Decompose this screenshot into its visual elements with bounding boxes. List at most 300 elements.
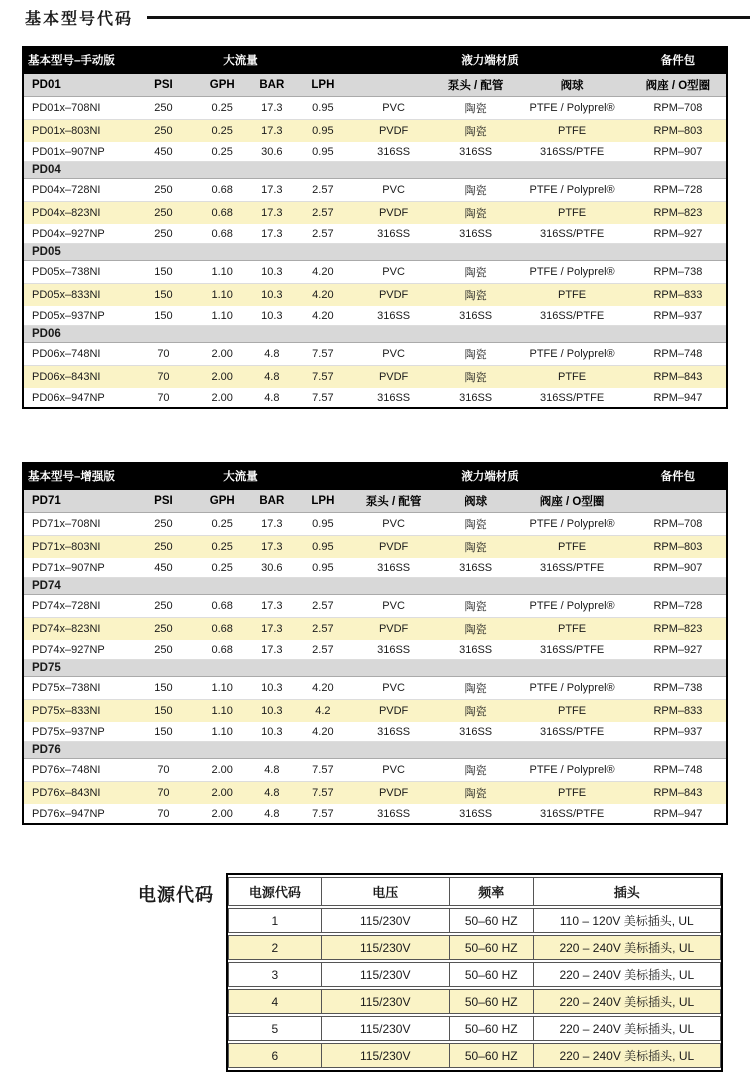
cell: 70 (131, 366, 196, 389)
power-cell: 115/230V (322, 935, 450, 960)
group-header-cell: 液力端材质 (350, 463, 629, 489)
table-row (23, 307, 727, 326)
cell: RPM–803 (630, 536, 727, 559)
cell: 7.57 (295, 782, 350, 805)
power-header-cell: 电压 (322, 877, 450, 906)
cell: 316SS (437, 641, 514, 660)
table-row (23, 143, 727, 162)
power-row (228, 935, 721, 960)
cell: 0.95 (295, 120, 350, 143)
cell: 陶瓷 (437, 366, 514, 389)
model-cell: PD01x–803NI (23, 120, 131, 143)
cell: RPM–937 (630, 307, 727, 326)
power-cell: 115/230V (322, 962, 450, 987)
table-row (23, 723, 727, 742)
table-row (23, 120, 727, 143)
section-label: PD74 (23, 578, 727, 595)
cell: 0.25 (196, 513, 248, 536)
cell: 17.3 (248, 595, 295, 618)
cell: 316SS (437, 389, 514, 409)
cell: 1.10 (196, 677, 248, 700)
model-cell: PD76x–843NI (23, 782, 131, 805)
table-row (23, 559, 727, 578)
table-row (23, 759, 727, 782)
column-header-cell: LPH (295, 489, 350, 513)
power-row (228, 1016, 721, 1041)
cell: PVDF (350, 202, 437, 225)
model-cell: PD01x–907NP (23, 143, 131, 162)
cell: 陶瓷 (437, 202, 514, 225)
cell: RPM–927 (630, 225, 727, 244)
cell: PTFE / Polyprel® (514, 595, 629, 618)
cell: 316SS (350, 559, 437, 578)
cell: RPM–823 (630, 202, 727, 225)
cell: 316SS (350, 805, 437, 825)
power-cell: 50–60 HZ (450, 989, 534, 1014)
cell: PTFE (514, 782, 629, 805)
cell: 0.68 (196, 225, 248, 244)
cell: RPM–728 (630, 179, 727, 202)
power-row (228, 962, 721, 987)
section-label: PD76 (23, 742, 727, 759)
power-codes-table (226, 873, 723, 1072)
section-label: PD06 (23, 326, 727, 343)
power-header-row (228, 877, 721, 906)
model-cell: PD74x–927NP (23, 641, 131, 660)
cell: 2.00 (196, 343, 248, 366)
cell: PVC (350, 343, 437, 366)
cell: 250 (131, 120, 196, 143)
cell: 0.25 (196, 143, 248, 162)
section-row (23, 742, 727, 759)
cell: 10.3 (248, 284, 295, 307)
cell: 250 (131, 618, 196, 641)
cell: 0.95 (295, 97, 350, 120)
cell: 250 (131, 179, 196, 202)
table-row (23, 261, 727, 284)
cell: PVC (350, 513, 437, 536)
cell: 7.57 (295, 805, 350, 825)
cell: 陶瓷 (437, 536, 514, 559)
cell: 陶瓷 (437, 120, 514, 143)
cell: PVC (350, 97, 437, 120)
table-row (23, 782, 727, 805)
group-header-cell: 基本型号–手动版 (23, 47, 131, 73)
power-header-cell: 电源代码 (228, 877, 322, 906)
cell: 2.57 (295, 202, 350, 225)
cell: 150 (131, 284, 196, 307)
cell: 2.57 (295, 618, 350, 641)
cell: 陶瓷 (437, 513, 514, 536)
power-cell: 5 (228, 1016, 322, 1041)
section-label: PD05 (23, 244, 727, 261)
power-cell: 110 – 120V 美标插头, UL (534, 908, 721, 933)
cell: 30.6 (248, 559, 295, 578)
cell: 316SS (437, 225, 514, 244)
cell: 4.8 (248, 366, 295, 389)
model-cell: PD71x–708NI (23, 513, 131, 536)
cell: RPM–738 (630, 677, 727, 700)
power-cell: 115/230V (322, 989, 450, 1014)
cell: 陶瓷 (437, 618, 514, 641)
power-cell: 2 (228, 935, 322, 960)
cell: 30.6 (248, 143, 295, 162)
cell: RPM–937 (630, 723, 727, 742)
section-row (23, 326, 727, 343)
power-cell: 220 – 240V 美标插头, UL (534, 1016, 721, 1041)
cell: 17.3 (248, 202, 295, 225)
cell: 17.3 (248, 536, 295, 559)
cell: PTFE / Polyprel® (514, 513, 629, 536)
cell: 2.57 (295, 179, 350, 202)
cell: 17.3 (248, 618, 295, 641)
cell: 2.57 (295, 225, 350, 244)
cell: 316SS/PTFE (514, 225, 629, 244)
model-cell: PD05x–738NI (23, 261, 131, 284)
cell: 250 (131, 97, 196, 120)
cell: 1.10 (196, 284, 248, 307)
cell: 0.25 (196, 559, 248, 578)
cell: PVDF (350, 536, 437, 559)
cell: PTFE (514, 202, 629, 225)
cell: PTFE / Polyprel® (514, 677, 629, 700)
cell: 150 (131, 700, 196, 723)
cell: 10.3 (248, 307, 295, 326)
cell: PTFE / Polyprel® (514, 261, 629, 284)
cell: RPM–843 (630, 782, 727, 805)
cell: RPM–708 (630, 513, 727, 536)
cell: PVC (350, 179, 437, 202)
cell: RPM–728 (630, 595, 727, 618)
cell: 7.57 (295, 366, 350, 389)
power-cell: 115/230V (322, 1016, 450, 1041)
cell: 150 (131, 723, 196, 742)
cell: 1.10 (196, 261, 248, 284)
cell: 陶瓷 (437, 97, 514, 120)
cell: 70 (131, 759, 196, 782)
cell: RPM–748 (630, 343, 727, 366)
cell: 2.00 (196, 805, 248, 825)
cell: 1.10 (196, 700, 248, 723)
column-header-cell: BAR (248, 73, 295, 97)
cell: 316SS (350, 143, 437, 162)
table-row (23, 677, 727, 700)
power-header-cell: 频率 (450, 877, 534, 906)
column-header-cell: PSI (131, 73, 196, 97)
table-row (23, 805, 727, 825)
cell: 0.68 (196, 618, 248, 641)
table-row (23, 225, 727, 244)
cell: 316SS (350, 225, 437, 244)
cell: 250 (131, 595, 196, 618)
model-cell: PD75x–738NI (23, 677, 131, 700)
section-row (23, 660, 727, 677)
cell: 70 (131, 389, 196, 409)
cell: 4.8 (248, 343, 295, 366)
cell: 10.3 (248, 677, 295, 700)
cell: 250 (131, 202, 196, 225)
cell: 4.20 (295, 723, 350, 742)
cell: 10.3 (248, 723, 295, 742)
section-label: PD75 (23, 660, 727, 677)
cell: 316SS (350, 307, 437, 326)
cell: 316SS (350, 723, 437, 742)
cell: 70 (131, 805, 196, 825)
model-cell: PD74x–823NI (23, 618, 131, 641)
cell: 2.00 (196, 389, 248, 409)
cell: 7.57 (295, 759, 350, 782)
cell: 316SS (437, 805, 514, 825)
cell: RPM–907 (630, 559, 727, 578)
table-row (23, 595, 727, 618)
cell: 250 (131, 225, 196, 244)
power-cell: 1 (228, 908, 322, 933)
cell: 17.3 (248, 225, 295, 244)
cell: 316SS/PTFE (514, 307, 629, 326)
cell: 150 (131, 261, 196, 284)
enhanced-models-table (22, 462, 728, 825)
model-cell: PD06x–947NP (23, 389, 131, 409)
group-header-cell: 备件包 (630, 463, 727, 489)
manual-models-table (22, 46, 728, 409)
model-cell: PD06x–843NI (23, 366, 131, 389)
cell: 70 (131, 782, 196, 805)
cell: 陶瓷 (437, 343, 514, 366)
cell: 4.2 (295, 700, 350, 723)
cell: PVC (350, 759, 437, 782)
cell: RPM–803 (630, 120, 727, 143)
table-row (23, 389, 727, 409)
cell: 2.00 (196, 366, 248, 389)
cell: 陶瓷 (437, 284, 514, 307)
cell: 0.25 (196, 97, 248, 120)
cell: 316SS/PTFE (514, 805, 629, 825)
table-row (23, 641, 727, 660)
cell: 150 (131, 677, 196, 700)
model-cell: PD05x–937NP (23, 307, 131, 326)
power-cell: 50–60 HZ (450, 935, 534, 960)
column-header-cell: LPH (295, 73, 350, 97)
power-cell: 50–60 HZ (450, 1043, 534, 1068)
cell: 316SS (437, 143, 514, 162)
cell: PVDF (350, 700, 437, 723)
model-cell: PD75x–833NI (23, 700, 131, 723)
group-header-row (23, 463, 727, 489)
cell: 陶瓷 (437, 677, 514, 700)
cell: PVDF (350, 618, 437, 641)
cell: 0.68 (196, 202, 248, 225)
column-header-cell: BAR (248, 489, 295, 513)
cell: PTFE (514, 618, 629, 641)
cell: 450 (131, 143, 196, 162)
column-header-cell (630, 489, 727, 513)
cell: RPM–823 (630, 618, 727, 641)
cell: 316SS/PTFE (514, 143, 629, 162)
model-cell: PD01x–708NI (23, 97, 131, 120)
cell: 10.3 (248, 261, 295, 284)
page-title: 基本型号代码 (25, 11, 134, 28)
cell: 4.20 (295, 261, 350, 284)
power-cell: 115/230V (322, 908, 450, 933)
table-row (23, 618, 727, 641)
cell: 316SS (437, 307, 514, 326)
cell: 316SS (350, 389, 437, 409)
column-header-cell (350, 73, 437, 97)
cell: PTFE (514, 536, 629, 559)
cell: PTFE (514, 700, 629, 723)
model-cell: PD71x–803NI (23, 536, 131, 559)
power-cell: 50–60 HZ (450, 908, 534, 933)
cell: 陶瓷 (437, 759, 514, 782)
power-codes-section (138, 873, 750, 1072)
power-cell: 6 (228, 1043, 322, 1068)
cell: PTFE / Polyprel® (514, 759, 629, 782)
cell: PVDF (350, 782, 437, 805)
column-header-cell: 阀座 / O型圈 (514, 489, 629, 513)
power-row (228, 908, 721, 933)
cell: 2.57 (295, 595, 350, 618)
model-cell: PD04x–927NP (23, 225, 131, 244)
cell: PVDF (350, 120, 437, 143)
cell: 316SS/PTFE (514, 723, 629, 742)
column-header-cell: 泵头 / 配管 (437, 73, 514, 97)
section-row (23, 244, 727, 261)
column-header-cell: 阀球 (514, 73, 629, 97)
cell: 70 (131, 343, 196, 366)
cell: 2.00 (196, 782, 248, 805)
group-header-cell: 液力端材质 (350, 47, 629, 73)
cell: PTFE (514, 120, 629, 143)
cell: RPM–927 (630, 641, 727, 660)
cell: PVDF (350, 366, 437, 389)
cell: RPM–947 (630, 389, 727, 409)
cell: 0.25 (196, 536, 248, 559)
cell: 1.10 (196, 723, 248, 742)
table-row (23, 343, 727, 366)
cell: 陶瓷 (437, 700, 514, 723)
power-cell: 115/230V (322, 1043, 450, 1068)
cell: 0.95 (295, 559, 350, 578)
cell: 250 (131, 536, 196, 559)
cell: 316SS/PTFE (514, 389, 629, 409)
model-cell: PD76x–947NP (23, 805, 131, 825)
power-cell: 220 – 240V 美标插头, UL (534, 935, 721, 960)
cell: 0.95 (295, 536, 350, 559)
table-row (23, 202, 727, 225)
table-row (23, 536, 727, 559)
power-row (228, 989, 721, 1014)
column-header-cell: PD71 (23, 489, 131, 513)
column-header-cell: 泵头 / 配管 (350, 489, 437, 513)
cell: 4.20 (295, 677, 350, 700)
column-header-row (23, 73, 727, 97)
cell: 4.8 (248, 782, 295, 805)
table-row (23, 513, 727, 536)
cell: 0.95 (295, 143, 350, 162)
cell: 陶瓷 (437, 179, 514, 202)
cell: RPM–833 (630, 700, 727, 723)
cell: PTFE (514, 366, 629, 389)
cell: 0.68 (196, 179, 248, 202)
cell: 316SS/PTFE (514, 641, 629, 660)
power-cell: 4 (228, 989, 322, 1014)
table-row (23, 700, 727, 723)
model-cell: PD75x–937NP (23, 723, 131, 742)
cell: 450 (131, 559, 196, 578)
cell: 17.3 (248, 179, 295, 202)
group-header-cell: 基本型号–增强版 (23, 463, 131, 489)
cell: 250 (131, 641, 196, 660)
cell: 17.3 (248, 120, 295, 143)
cell: 316SS/PTFE (514, 559, 629, 578)
column-header-row (23, 489, 727, 513)
cell: 2.00 (196, 759, 248, 782)
cell: PVC (350, 595, 437, 618)
column-header-cell: 阀球 (437, 489, 514, 513)
table-row (23, 97, 727, 120)
cell: RPM–738 (630, 261, 727, 284)
power-cell: 220 – 240V 美标插头, UL (534, 989, 721, 1014)
cell: 0.68 (196, 595, 248, 618)
title-block (0, 0, 750, 29)
cell: PTFE / Polyprel® (514, 97, 629, 120)
cell: RPM–833 (630, 284, 727, 307)
cell: 150 (131, 307, 196, 326)
cell: 1.10 (196, 307, 248, 326)
power-cell: 220 – 240V 美标插头, UL (534, 1043, 721, 1068)
model-cell: PD06x–748NI (23, 343, 131, 366)
cell: RPM–947 (630, 805, 727, 825)
cell: 316SS (437, 559, 514, 578)
section-label: PD04 (23, 162, 727, 179)
cell: 陶瓷 (437, 261, 514, 284)
cell: 2.57 (295, 641, 350, 660)
cell: PTFE / Polyprel® (514, 343, 629, 366)
cell: RPM–708 (630, 97, 727, 120)
column-header-cell: GPH (196, 73, 248, 97)
cell: PTFE (514, 284, 629, 307)
power-header-cell: 插头 (534, 877, 721, 906)
group-header-cell: 大流量 (131, 47, 351, 73)
column-header-cell: PSI (131, 489, 196, 513)
group-header-cell: 备件包 (630, 47, 727, 73)
cell: PVC (350, 677, 437, 700)
cell: PVDF (350, 284, 437, 307)
table-row (23, 284, 727, 307)
cell: 陶瓷 (437, 782, 514, 805)
cell: PTFE / Polyprel® (514, 179, 629, 202)
cell: 0.95 (295, 513, 350, 536)
column-header-cell: PD01 (23, 73, 131, 97)
cell: 17.3 (248, 513, 295, 536)
cell: 17.3 (248, 641, 295, 660)
table-row (23, 179, 727, 202)
cell: RPM–907 (630, 143, 727, 162)
cell: 0.68 (196, 641, 248, 660)
title-rule (147, 16, 750, 19)
power-cell: 50–60 HZ (450, 962, 534, 987)
cell: 316SS (437, 723, 514, 742)
power-codes-label: 电源代码 (138, 885, 214, 905)
cell: 7.57 (295, 343, 350, 366)
column-header-cell: 阀座 / O型圈 (630, 73, 727, 97)
group-header-row (23, 47, 727, 73)
cell: 17.3 (248, 97, 295, 120)
group-header-cell: 大流量 (131, 463, 351, 489)
cell: 陶瓷 (437, 595, 514, 618)
model-cell: PD05x–833NI (23, 284, 131, 307)
cell: 7.57 (295, 389, 350, 409)
